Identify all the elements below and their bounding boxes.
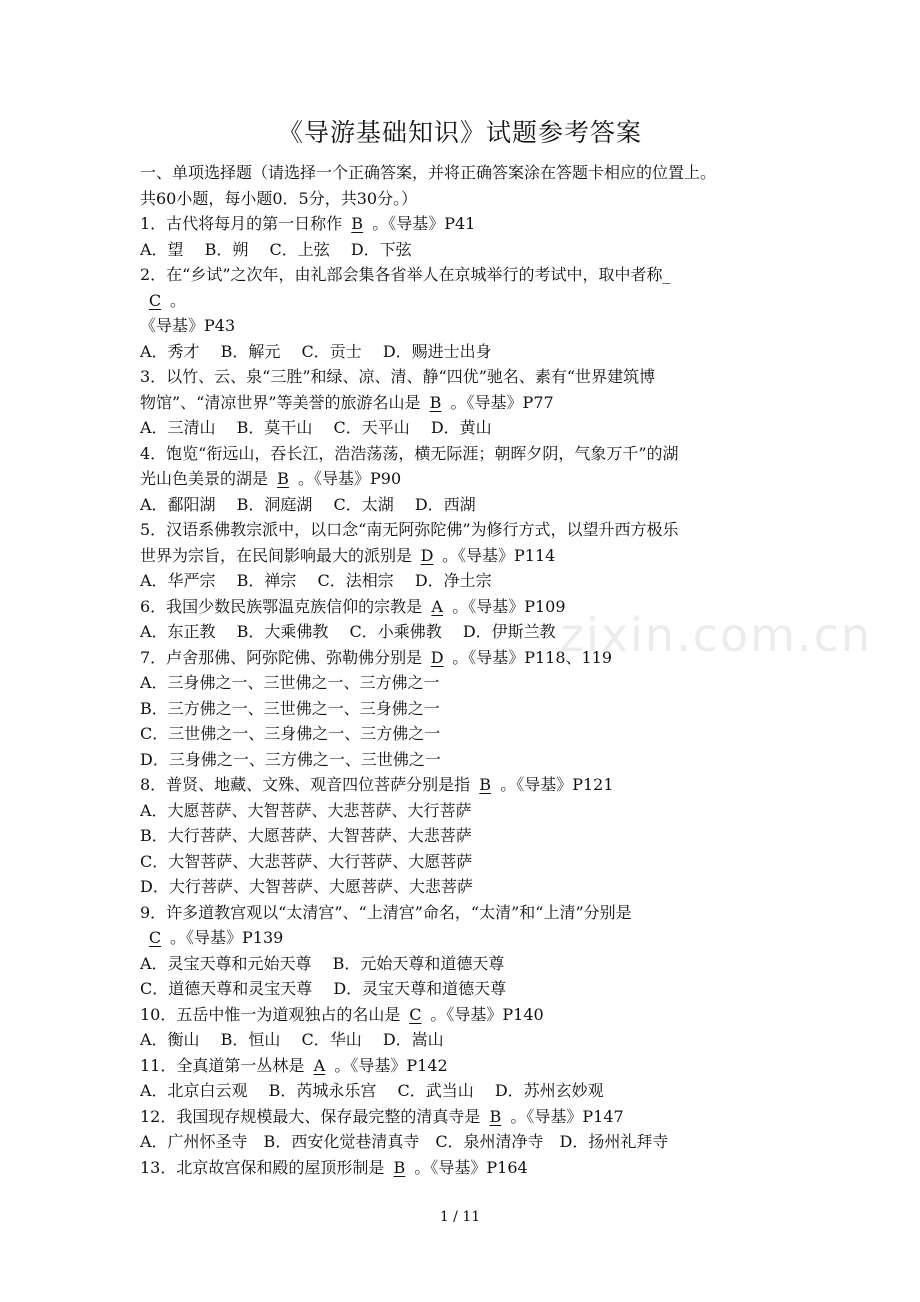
text-line [140, 925, 790, 951]
line-text: B．三方佛之一、三世佛之一、三身佛之一 [140, 698, 440, 718]
text-line [140, 288, 790, 314]
line-suffix: 。《导基》P121 [500, 775, 614, 794]
text-line [140, 517, 790, 543]
text-line [140, 1155, 790, 1181]
line-text: C．道德天尊和灵宝天尊 D．灵宝天尊和道德天尊 [140, 979, 507, 998]
line-text: 物馆”、“清凉世界”等美誉的旅游名山是 [140, 392, 421, 412]
line-text: A．三身佛之一、三世佛之一、三方佛之一 [140, 673, 440, 692]
answer-blank: B [351, 214, 364, 233]
line-text: A．东正教 B．大乘佛教 C．小乘佛教 D．伊斯兰教 [140, 622, 556, 641]
line-text: 3．以竹、云、泉“三胜”和绿、凉、清、静“四优”驰名、素有“世界建筑博 [140, 367, 656, 386]
line-text: A．广州怀圣寺 B．西安化觉巷清真寺 C．泉州清净寺 D．扬州礼拜寺 [140, 1132, 669, 1151]
answer-blank: D [430, 647, 444, 667]
document-body [140, 160, 790, 1180]
line-text: 《导基》P43 [140, 316, 236, 335]
line-suffix: 。《导基》P139 [170, 928, 284, 947]
text-line [140, 441, 790, 467]
text-line [140, 772, 790, 798]
text-line [140, 747, 790, 773]
answer-blank: B [479, 775, 492, 794]
line-text: A．大愿菩萨、大智菩萨、大悲菩萨、大行菩萨 [140, 800, 472, 820]
line-text: 9．许多道教宫观以“太清宫”、“上清宫”命名，“太清”和“上清”分别是 [140, 902, 632, 922]
document-title: 《导游基础知识》试题参考答案 [277, 118, 642, 147]
text-line [140, 849, 790, 875]
line-text: C．大智菩萨、大悲菩萨、大行菩萨、大愿菩萨 [140, 851, 473, 871]
page-number: 1 / 11 [439, 1209, 481, 1225]
text-line [140, 619, 790, 645]
line-text: A．灵宝天尊和元始天尊 B．元始天尊和道德天尊 [140, 953, 505, 973]
line-suffix: 。《导基》P90 [298, 469, 402, 488]
answer-blank: B [393, 1157, 406, 1177]
line-text: 2．在“乡试”之次年，由礼部会集各省举人在京城举行的考试中，取中者称_ [140, 265, 671, 284]
watermark: zixin.com.cn [560, 608, 873, 662]
line-text: 4．饱览“衔远山，吞长江，浩浩荡荡，横无际涯；朝晖夕阴，气象万千”的湖 [140, 443, 679, 463]
text-line [140, 670, 790, 696]
line-text: 7．卢舍那佛、阿弥陀佛、弥勒佛分别是 [140, 647, 423, 667]
line-text: 一、单项选择题（请选择一个正确答案，并将正确答案涂在答题卡相应的位置上。 [140, 163, 717, 182]
line-text: 8．普贤、地藏、文殊、观音四位菩萨分别是指 [140, 775, 471, 794]
text-line [140, 364, 790, 390]
line-text: B．大行菩萨、大愿菩萨、大智菩萨、大悲菩萨 [140, 826, 472, 845]
text-line [140, 645, 790, 671]
line-suffix: 。《导基》P140 [430, 1004, 544, 1024]
text-line [140, 415, 790, 441]
text-line [140, 237, 790, 263]
line-suffix: 。《导基》P118、119 [452, 647, 613, 667]
answer-blank: C [148, 928, 162, 947]
text-line [140, 823, 790, 849]
text-line [140, 798, 790, 824]
text-line [140, 262, 790, 288]
line-text: 12．我国现存规模最大、保存最完整的清真寺是 [140, 1106, 481, 1126]
line-text: A．鄱阳湖 B．洞庭湖 C．太湖 D．西湖 [140, 494, 476, 514]
answer-blank: A [313, 1055, 326, 1075]
line-suffix: 。 [170, 290, 187, 310]
line-text: 5．汉语系佛教宗派中，以口念“南无阿弥陀佛”为修行方式，以望升西方极乐 [140, 520, 679, 539]
line-text: 10．五岳中惟一为道观独占的名山是 [140, 1004, 401, 1024]
text-line [140, 160, 790, 186]
text-line [140, 900, 790, 926]
text-line [140, 1027, 790, 1053]
line-text: A．北京白云观 B．芮城永乐宫 C．武当山 D．苏州玄妙观 [140, 1081, 604, 1100]
text-line [140, 1002, 790, 1028]
line-text: A．华严宗 B．禅宗 C．法相宗 D．净土宗 [140, 571, 492, 590]
text-line [140, 1078, 790, 1104]
answer-blank: C [409, 1004, 422, 1024]
answer-blank: B [489, 1106, 502, 1126]
answer-blank: B [429, 392, 442, 412]
text-line [140, 211, 790, 237]
text-line [140, 721, 790, 747]
line-text: D．大行菩萨、大智菩萨、大愿菩萨、大悲菩萨 [140, 877, 473, 896]
text-line [140, 390, 790, 416]
text-line [140, 1104, 790, 1130]
line-text: 1．古代将每月的第一日称作 [140, 214, 343, 233]
answer-blank: C [148, 290, 162, 310]
line-suffix: 。《导基》P109 [452, 596, 566, 616]
line-text: A．望 B．朔 C．上弦 D．下弦 [140, 239, 412, 259]
line-suffix: 。《导基》P77 [450, 392, 554, 412]
line-text: 6．我国少数民族鄂温克族信仰的宗教是 [140, 596, 423, 616]
text-line [140, 339, 790, 365]
line-suffix: 。《导基》P142 [334, 1055, 448, 1075]
answer-blank: D [420, 545, 434, 565]
line-text: 11．全真道第一丛林是 [140, 1055, 305, 1075]
text-line [140, 594, 790, 620]
line-suffix: 。《导基》P114 [442, 545, 556, 565]
text-line [140, 466, 790, 492]
text-line [140, 696, 790, 722]
text-line [140, 951, 790, 977]
line-suffix: 。《导基》P41 [372, 214, 476, 233]
line-text: A．三清山 B．莫干山 C．天平山 D．黄山 [140, 418, 492, 437]
line-text: 13．北京故宫保和殿的屋顶形制是 [140, 1157, 385, 1177]
answer-blank: A [431, 596, 443, 616]
text-line [140, 492, 790, 518]
line-text: C．三世佛之一、三身佛之一、三方佛之一 [140, 724, 441, 743]
text-line [140, 1053, 790, 1079]
text-line [140, 976, 790, 1002]
answer-blank: B [277, 469, 289, 488]
text-line [140, 313, 790, 339]
line-suffix: 。《导基》P147 [510, 1106, 624, 1126]
line-text: 光山色美景的湖是 [140, 469, 269, 488]
text-line [140, 874, 790, 900]
line-text: A．秀才 B．解元 C．贡士 D．赐进士出身 [140, 341, 492, 361]
line-text: 世界为宗旨，在民间影响最大的派别是 [140, 545, 413, 565]
line-text: D．三身佛之一、三方佛之一、三世佛之一 [140, 749, 441, 769]
text-line [140, 543, 790, 569]
line-suffix: 。《导基》P164 [414, 1157, 528, 1177]
line-text: 共60小题，每小题0．5分，共30分。） [140, 188, 418, 208]
text-line [140, 1129, 790, 1155]
text-line [140, 186, 790, 212]
text-line [140, 568, 790, 594]
line-text: A．衡山 B．恒山 C．华山 D．嵩山 [140, 1030, 444, 1049]
